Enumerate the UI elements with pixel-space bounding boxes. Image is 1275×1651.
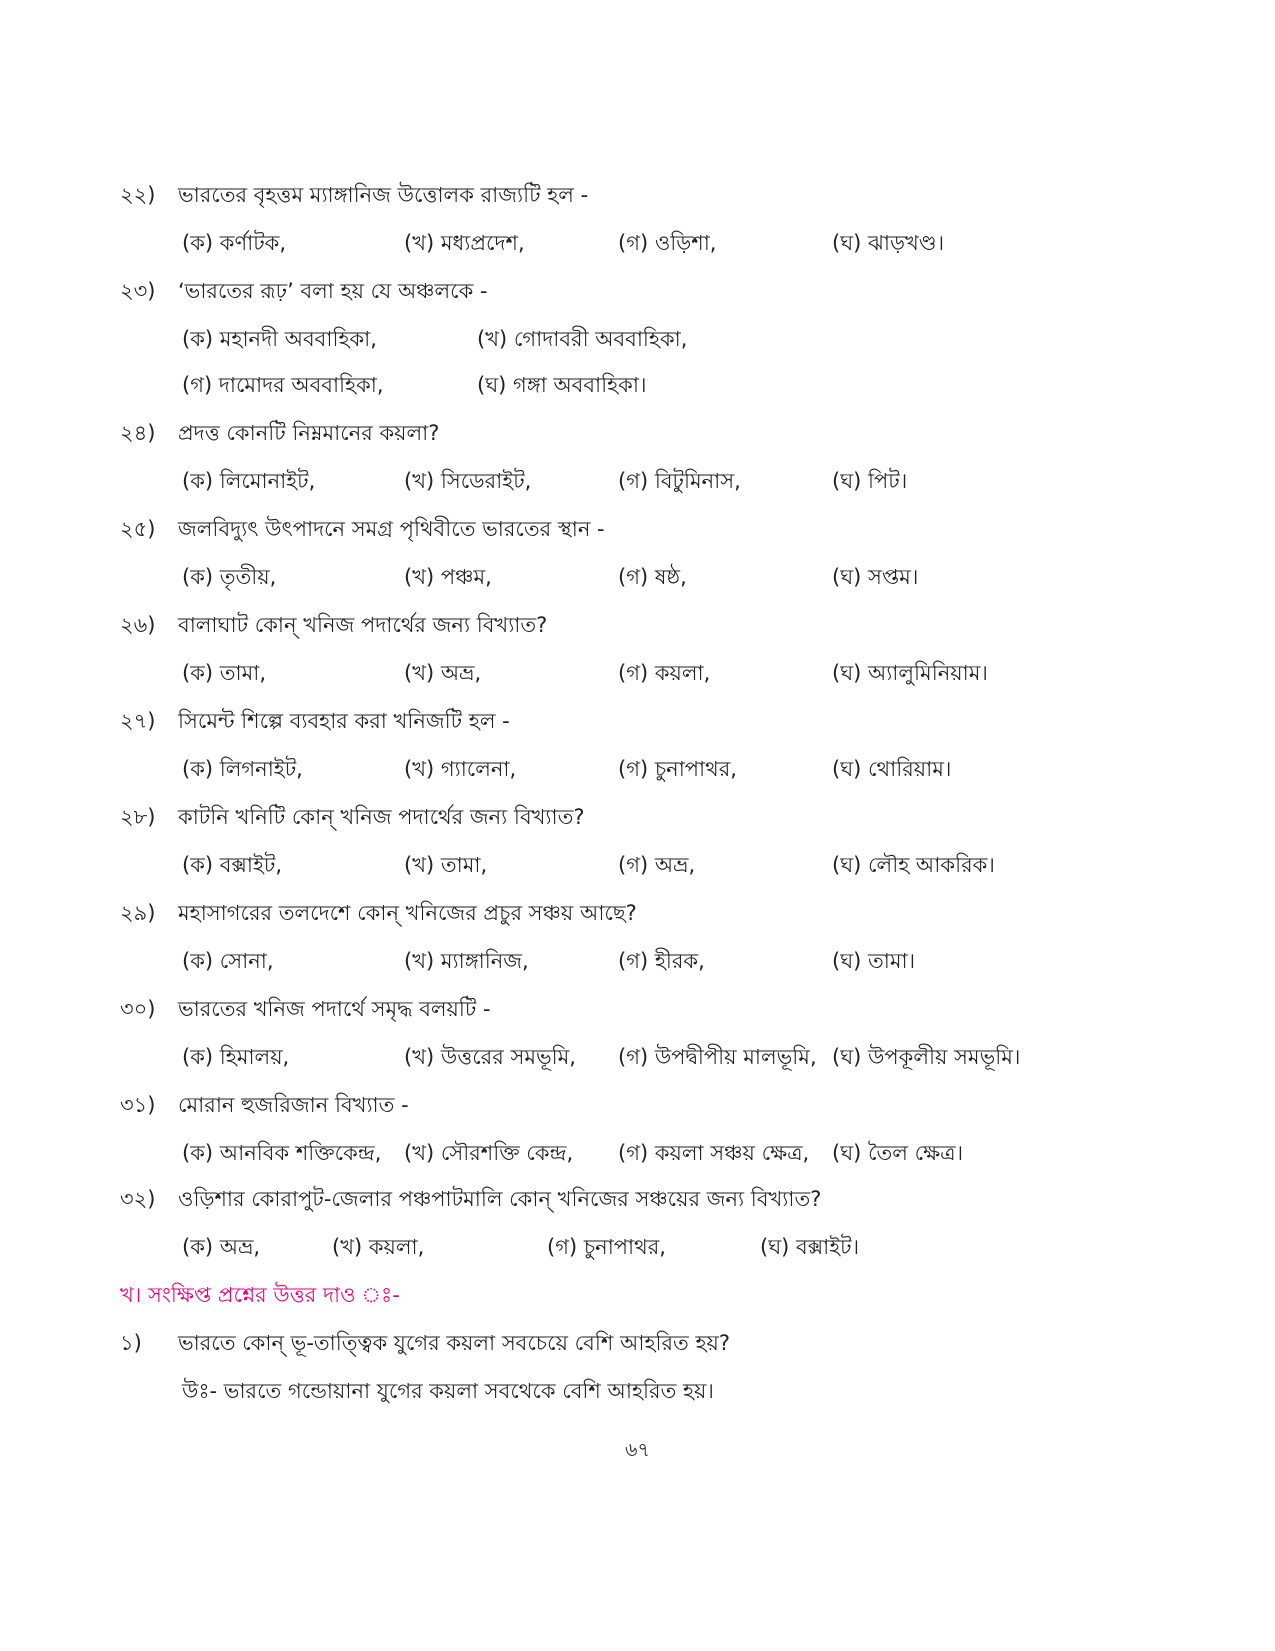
option-gha: (ঘ) উপকূলীয় সমভূমি। [832,1045,1021,1069]
option-ka: (ক) বক্সাইট, [182,853,283,877]
question-number: ২৬) [120,613,156,637]
option-ga: (গ) চুনাপাথর, [547,1235,666,1259]
option-kha: (খ) গ্যালেনা, [404,757,517,781]
option-ka: (ক) অভ্র, [182,1235,261,1259]
option-kha: (খ) সৌরশক্তি কেন্দ্র, [404,1141,574,1165]
question-text: ভারতের খনিজ পদার্থে সমৃদ্ধ বলয়টি - [178,997,491,1021]
option-kha: (খ) তামা, [404,853,488,877]
question-23 [120,276,488,306]
question-22 [120,180,588,210]
option-kha: (খ) ম্যাঙ্গানিজ, [404,949,529,973]
question-28 [120,802,585,832]
option-kha: (খ) মধ্যপ্রদেশ, [404,231,525,255]
option-gha: (ঘ) পিট। [832,469,908,493]
option-gha: (ঘ) অ্যালুমিনিয়াম। [832,661,988,685]
question-30 [120,994,491,1024]
question-number: ২৭) [120,709,156,733]
option-kha: (খ) উত্তরের সমভূমি, [404,1045,576,1069]
question-number: ২৮) [120,805,156,829]
option-kha: (খ) পঞ্চম, [404,565,492,589]
question-text: মহাসাগরের তলদেশে কোন্ খনিজের প্রচুর সঞ্চয় আছে? [178,901,637,925]
question-number: ২২) [120,183,156,207]
question-text: সিমেন্ট শিল্পে ব্যবহার করা খনিজটি হল - [178,709,510,733]
option-ka: (ক) মহানদী অববাহিকা, [182,327,377,351]
option-kha: (খ) গোদাবরী অববাহিকা, [477,327,688,351]
question-32 [120,1184,821,1214]
option-gha: (ঘ) ঝাড়খণ্ড। [832,231,945,255]
option-ga: (গ) ওড়িশা, [618,231,717,255]
option-gha: (ঘ) লৌহ আকরিক। [832,853,995,877]
question-text: ভারতের বৃহত্তম ম্যাঙ্গানিজ উত্তোলক রাজ্যটি হল - [178,183,589,207]
option-gha: (ঘ) গঙ্গা অববাহিকা। [477,373,647,397]
question-25 [120,514,605,544]
option-ga: (গ) কয়লা সঞ্চয় ক্ষেত্র, [618,1141,810,1165]
question-27 [120,706,510,736]
option-ga: (গ) অভ্র, [618,853,696,877]
option-gha: (ঘ) তৈল ক্ষেত্র। [832,1141,964,1165]
question-text: ওড়িশার কোরাপুট-জেলার পঞ্চপাটমালি কোন্ খনিজের সঞ্চয়ের জন্য বিখ্যাত? [178,1187,822,1211]
short-question-1 [120,1328,730,1358]
option-gha: (ঘ) থোরিয়াম। [832,757,952,781]
option-kha: (খ) অভ্র, [404,661,482,685]
question-number: ২৯) [120,901,156,925]
option-ga: (গ) কয়লা, [618,661,711,685]
option-ka: (ক) হিমালয়, [182,1045,290,1069]
question-number: ৩১) [120,1093,156,1117]
question-number: ১) [120,1331,142,1355]
question-text: ‘ভারতের রূঢ়’ বলা হয় যে অঞ্চলকে - [178,279,488,303]
option-gha: (ঘ) বক্সাইট। [760,1235,860,1259]
option-kha: (খ) কয়লা, [332,1235,425,1259]
question-text: প্রদত্ত কোনটি নিম্নমানের কয়লা? [178,421,440,445]
option-ka: (ক) তৃতীয়, [182,565,277,589]
question-26 [120,610,547,640]
option-ka: (ক) সোনা, [182,949,274,973]
question-29 [120,898,637,928]
option-ga: (গ) ষষ্ঠ, [618,565,687,589]
option-gha: (ঘ) তামা। [832,949,916,973]
option-gha: (ঘ) সপ্তম। [832,565,919,589]
option-ka: (ক) লিগনাইট, [182,757,303,781]
question-number: ২৩) [120,279,156,303]
option-ka: (ক) কর্ণাটক, [182,231,287,255]
question-text: বালাঘাট কোন্ খনিজ পদার্থের জন্য বিখ্যাত? [178,613,548,637]
option-ga: (গ) দামোদর অববাহিকা, [182,373,384,397]
question-text: মোরান হুজরিজান বিখ্যাত - [178,1093,409,1117]
page-number: ৬৭ [625,1439,650,1461]
question-number: ২৫) [120,517,156,541]
section-heading: খ। সংক্ষিপ্ত প্রশ্নের উত্তর দাও ঃ- [120,1283,400,1307]
question-number: ২৪) [120,421,156,445]
option-ka: (ক) তামা, [182,661,267,685]
question-text: কাটনি খনিটি কোন্ খনিজ পদার্থের জন্য বিখ্যাত? [178,805,585,829]
answer-text: উঃ- ভারতে গন্ডোয়ানা যুগের কয়লা সবথেকে বেশি আহরিত হয়। [182,1379,714,1403]
question-24 [120,418,439,448]
question-number: ৩০) [120,997,156,1021]
option-ka: (ক) লিমোনাইট, [182,469,316,493]
question-number: ৩২) [120,1187,156,1211]
option-kha: (খ) সিডেরাইট, [404,469,532,493]
question-text: ভারতে কোন্ ভূ-তাত্ত্বিক যুগের কয়লা সবচেয়ে বেশি আহরিত হয়? [178,1331,731,1355]
option-ka: (ক) আনবিক শক্তিকেন্দ্র, [182,1141,382,1165]
option-ga: (গ) উপদ্বীপীয় মালভূমি, [618,1045,817,1069]
option-ga: (গ) চুনাপাথর, [618,757,737,781]
option-ga: (গ) বিটুমিনাস, [618,469,741,493]
question-31 [120,1090,409,1120]
option-ga: (গ) হীরক, [618,949,705,973]
question-text: জলবিদ্যুৎ উৎপাদনে সমগ্র পৃথিবীতে ভারতের স্থান - [178,517,605,541]
